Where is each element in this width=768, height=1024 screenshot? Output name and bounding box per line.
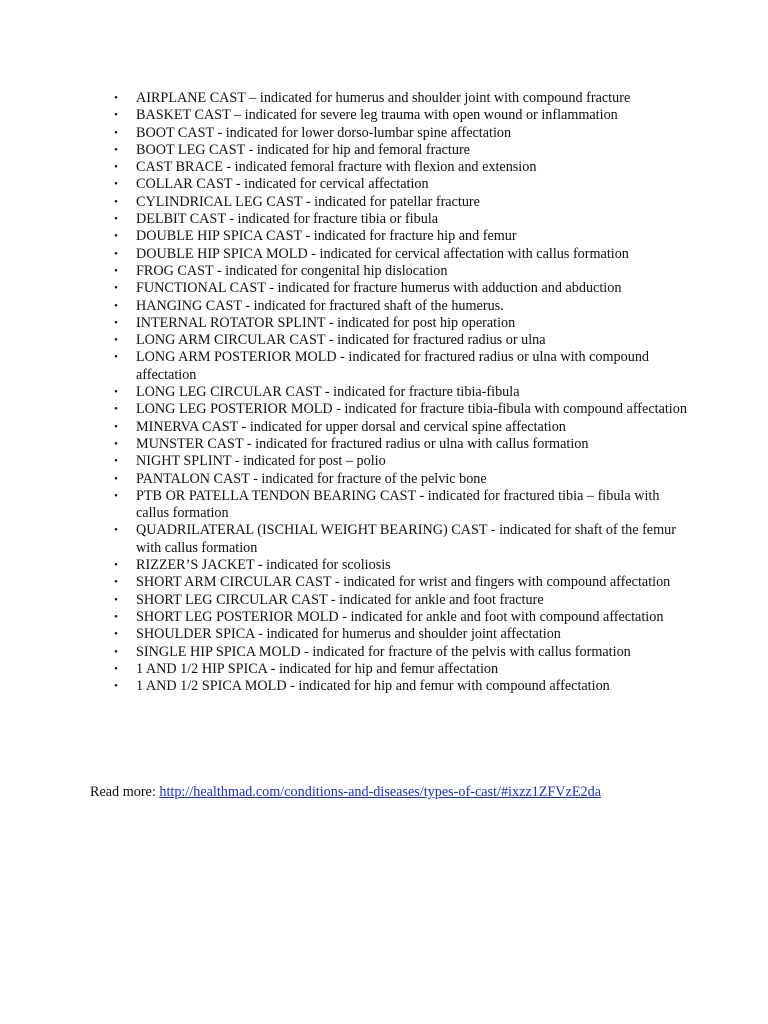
list-item-text: RIZZER’S JACKET - indicated for scoliosis <box>136 557 391 574</box>
list-item-text: CYLINDRICAL LEG CAST - indicated for patellar fracture <box>136 193 480 210</box>
list-item-text: 1 AND 1/2 SPICA MOLD - indicated for hip and femur with compound affectation <box>136 678 610 695</box>
list-item <box>110 159 690 176</box>
bullet-icon: • <box>114 680 118 693</box>
bullet-icon: • <box>114 472 118 485</box>
list-item-text: DOUBLE HIP SPICA CAST - indicated for fracture hip and femur <box>136 228 517 245</box>
bullet-icon: • <box>114 645 118 658</box>
read-more-line <box>90 783 601 801</box>
list-item-text: LONG LEG POSTERIOR MOLD - indicated for fracture tibia-fibula with compound affectation <box>136 401 687 418</box>
list-item-text: MUNSTER CAST - indicated for fractured radius or ulna with callus formation <box>136 435 589 452</box>
list-item-text: NIGHT SPLINT - indicated for post – polio <box>136 453 386 470</box>
list-item <box>110 349 690 384</box>
bullet-icon: • <box>114 403 118 416</box>
list-item-text: LONG ARM CIRCULAR CAST - indicated for fractured radius or ulna <box>136 332 546 349</box>
list-item-text: FUNCTIONAL CAST - indicated for fracture humerus with adduction and abduction <box>136 280 622 297</box>
bullet-icon: • <box>114 230 118 243</box>
list-item <box>110 211 690 228</box>
list-item <box>110 609 690 626</box>
list-item-text: SHORT LEG CIRCULAR CAST - indicated for ankle and foot fracture <box>136 591 544 608</box>
list-item <box>110 142 690 159</box>
list-item-text: DELBIT CAST - indicated for fracture tibia or fibula <box>136 211 439 228</box>
bullet-icon: • <box>114 161 118 174</box>
list-item <box>110 488 690 523</box>
list-item-text: INTERNAL ROTATOR SPLINT - indicated for post hip operation <box>136 314 516 331</box>
bullet-icon: • <box>114 178 118 191</box>
list-item <box>110 557 690 574</box>
list-item <box>110 436 690 453</box>
list-item <box>110 592 690 609</box>
bullet-icon: • <box>114 489 118 502</box>
list-item <box>110 125 690 142</box>
bullet-icon: • <box>114 437 118 450</box>
list-item <box>110 263 690 280</box>
list-item-text: SHOULDER SPICA - indicated for humerus and shoulder joint affectation <box>136 626 561 643</box>
list-item <box>110 522 690 557</box>
bullet-icon: • <box>114 264 118 277</box>
bullet-icon: • <box>114 126 118 139</box>
bullet-icon: • <box>114 662 118 675</box>
list-item <box>110 90 690 107</box>
list-item-text: QUADRILATERAL (ISCHIAL WEIGHT BEARING) CAST - indicated for shaft of the femur with callus formation <box>136 522 676 556</box>
bullet-icon: • <box>114 195 118 208</box>
bullet-icon: • <box>114 247 118 260</box>
list-item-text: SINGLE HIP SPICA MOLD - indicated for fracture of the pelvis with callus formation <box>136 643 631 660</box>
list-item <box>110 678 690 695</box>
list-item <box>110 332 690 349</box>
list-item <box>110 626 690 643</box>
bullet-icon: • <box>114 299 118 312</box>
bullet-icon: • <box>114 593 118 606</box>
list-item-text: SHORT ARM CIRCULAR CAST - indicated for wrist and fingers with compound affectation <box>136 574 671 591</box>
list-item-text: PANTALON CAST - indicated for fracture of the pelvic bone <box>136 470 487 487</box>
list-item <box>110 401 690 418</box>
list-item-text: HANGING CAST - indicated for fractured shaft of the humerus. <box>136 297 504 314</box>
list-item <box>110 384 690 401</box>
list-item-text: SHORT LEG POSTERIOR MOLD - indicated for ankle and foot with compound affectation <box>136 608 664 625</box>
list-item <box>110 453 690 470</box>
list-item <box>110 228 690 245</box>
list-item-text: DOUBLE HIP SPICA MOLD - indicated for cervical affectation with callus formation <box>136 245 629 262</box>
bullet-icon: • <box>114 109 118 122</box>
list-item <box>110 471 690 488</box>
bullet-icon: • <box>114 334 118 347</box>
bullet-icon: • <box>114 316 118 329</box>
bullet-icon: • <box>114 282 118 295</box>
list-item <box>110 246 690 263</box>
bullet-icon: • <box>114 559 118 572</box>
bullet-icon: • <box>114 351 118 364</box>
bullet-icon: • <box>114 213 118 226</box>
list-item-text: AIRPLANE CAST – indicated for humerus and shoulder joint with compound fracture <box>136 90 631 106</box>
bullet-icon: • <box>114 420 118 433</box>
list-item <box>110 574 690 591</box>
bullet-icon: • <box>114 386 118 399</box>
list-item-text: BASKET CAST – indicated for severe leg trauma with open wound or inflammation <box>136 107 618 124</box>
bullet-icon: • <box>114 576 118 589</box>
list-item-text: 1 AND 1/2 HIP SPICA - indicated for hip and femur affectation <box>136 660 499 677</box>
list-item-text: COLLAR CAST - indicated for cervical affectation <box>136 176 429 193</box>
list-item <box>110 315 690 332</box>
cast-type-list <box>110 90 690 695</box>
list-item-text: MINERVA CAST - indicated for upper dorsal and cervical spine affectation <box>136 418 566 435</box>
bullet-icon: • <box>114 524 118 537</box>
bullet-icon: • <box>114 143 118 156</box>
read-more-label: Read more: <box>90 784 160 800</box>
list-item <box>110 644 690 661</box>
list-item <box>110 298 690 315</box>
list-item <box>110 280 690 297</box>
list-item-text: LONG LEG CIRCULAR CAST - indicated for fracture tibia-fibula <box>136 384 520 401</box>
bullet-icon: • <box>114 455 118 468</box>
list-item <box>110 419 690 436</box>
source-link[interactable]: http://healthmad.com/conditions-and-diseases/types-of-cast/#ixzz1ZFVzE2da <box>159 784 602 800</box>
list-item-text: LONG ARM POSTERIOR MOLD - indicated for fractured radius or ulna with compound affectation <box>136 349 650 383</box>
list-item <box>110 661 690 678</box>
list-item-text: FROG CAST - indicated for congenital hip dislocation <box>136 262 448 279</box>
bullet-icon: • <box>114 610 118 623</box>
bullet-icon: • <box>114 92 118 104</box>
list-item-text: CAST BRACE - indicated femoral fracture with flexion and extension <box>136 159 537 176</box>
list-item <box>110 176 690 193</box>
list-item-text: BOOT LEG CAST - indicated for hip and femoral fracture <box>136 141 470 158</box>
list-item-text: BOOT CAST - indicated for lower dorso-lumbar spine affectation <box>136 124 512 141</box>
list-item <box>110 194 690 211</box>
list-item <box>110 107 690 124</box>
list-item-text: PTB OR PATELLA TENDON BEARING CAST - indicated for fractured tibia – fibula with callus formation <box>136 487 660 522</box>
bullet-icon: • <box>114 628 118 641</box>
